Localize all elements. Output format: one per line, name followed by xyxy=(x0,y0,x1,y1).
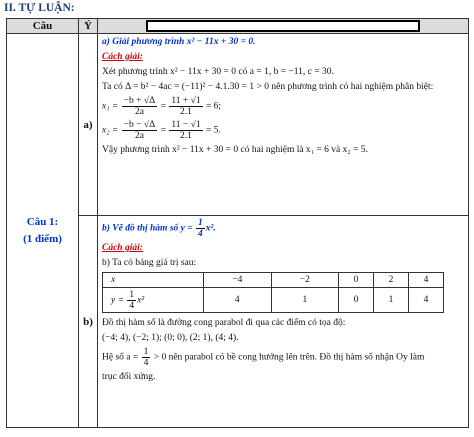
x1-equation: x₁ = $\frac{-b + √\Delta}{2a}$ = $\frac{11 + √1}{2.1}$ = 6; xyxy=(102,96,222,117)
x2-fraction: $\frac{-b - √\Delta}{2a}$ xyxy=(123,120,156,141)
row-part-a xyxy=(7,34,469,216)
y-value: 4 xyxy=(409,288,444,313)
part-a-conclusion: Vậy phương trình x² − 11x + 30 = 0 có hai nghiệm là x₁ = 6 và x₂ = 5. xyxy=(102,145,368,155)
part-b-method: Cách giải: xyxy=(102,243,143,253)
value-table-x-row xyxy=(103,273,444,288)
x1-fraction: $\frac{-b + √\Delta}{2a}$ xyxy=(123,96,156,117)
part-b-label: b) xyxy=(79,216,98,428)
x-label-cell: x xyxy=(103,273,204,288)
part-a-content xyxy=(98,34,469,216)
points-list: (−4; 4), (−2; 1); (0; 0), (2; 1), (4; 4). xyxy=(102,333,239,343)
y-label-cell: y = $\frac{1}{4}$ x² xyxy=(103,288,204,313)
part-a-title: a) Giải phương trình x² − 11x + 30 = 0. xyxy=(102,37,256,47)
points-intro: Đồ thị hàm số là đường cong parabol đi qua các điểm có tọa độ: xyxy=(102,318,346,328)
question-points: (1 điểm) xyxy=(23,232,62,245)
header-row xyxy=(7,19,469,34)
part-b-content xyxy=(98,216,469,428)
quarter-fraction: $\frac{1}{4}$ xyxy=(198,218,203,239)
value-table xyxy=(102,272,444,313)
part-b-title: b) Vẽ đồ thị hàm số y = $\frac{1}{4}$ x². xyxy=(102,218,216,239)
y-value: 1 xyxy=(374,288,409,313)
coefficient-line: Hệ số a = $\frac{1}{4}$ > 0 nên parabol có bề cong hướng lên trên. Đồ thị hàm số nhận Oy làm xyxy=(102,347,425,368)
question-cell xyxy=(7,34,79,428)
question-number: Câu 1: xyxy=(26,215,59,228)
x2-fraction-values: $\frac{11 - √1}{2.1}$ xyxy=(171,120,201,141)
y-value: 4 xyxy=(204,288,272,313)
coefficient-line2: trục đối xứng. xyxy=(102,372,156,382)
header-y: Ý xyxy=(79,19,98,34)
x-value: −2 xyxy=(271,273,339,288)
redacted-header-bar xyxy=(146,20,420,32)
x1-fraction-values: $\frac{11 + √1}{2.1}$ xyxy=(171,96,201,117)
header-content xyxy=(98,19,469,34)
section-title: II. TỰ LUẬN: xyxy=(4,2,75,14)
y-value: 0 xyxy=(339,288,374,313)
x2-equation: x₂ = $\frac{-b - √\Delta}{2a}$ = $\frac{11 - √1}{2.1}$ = 5. xyxy=(102,120,221,141)
value-table-y-row xyxy=(103,288,444,313)
x-value: −4 xyxy=(204,273,272,288)
part-a-line2: Ta có Δ = b² − 4ac = (−11)² − 4.1.30 = 1 > 0 nên phương trình có hai nghiệm phân biệt: xyxy=(102,82,434,92)
part-a-method: Cách giải: xyxy=(102,52,143,62)
y-value: 1 xyxy=(271,288,339,313)
answer-table xyxy=(6,18,469,428)
x-value: 4 xyxy=(409,273,444,288)
x-value: 0 xyxy=(339,273,374,288)
x-value: 2 xyxy=(374,273,409,288)
part-a-line1: Xét phương trình x² − 11x + 30 = 0 có a = 1, b = −11, c = 30. xyxy=(102,67,334,77)
header-cau: Câu xyxy=(7,19,79,34)
table-intro: b) Ta có bảng giá trị sau: xyxy=(102,258,197,268)
part-a-label: a) xyxy=(79,34,98,216)
